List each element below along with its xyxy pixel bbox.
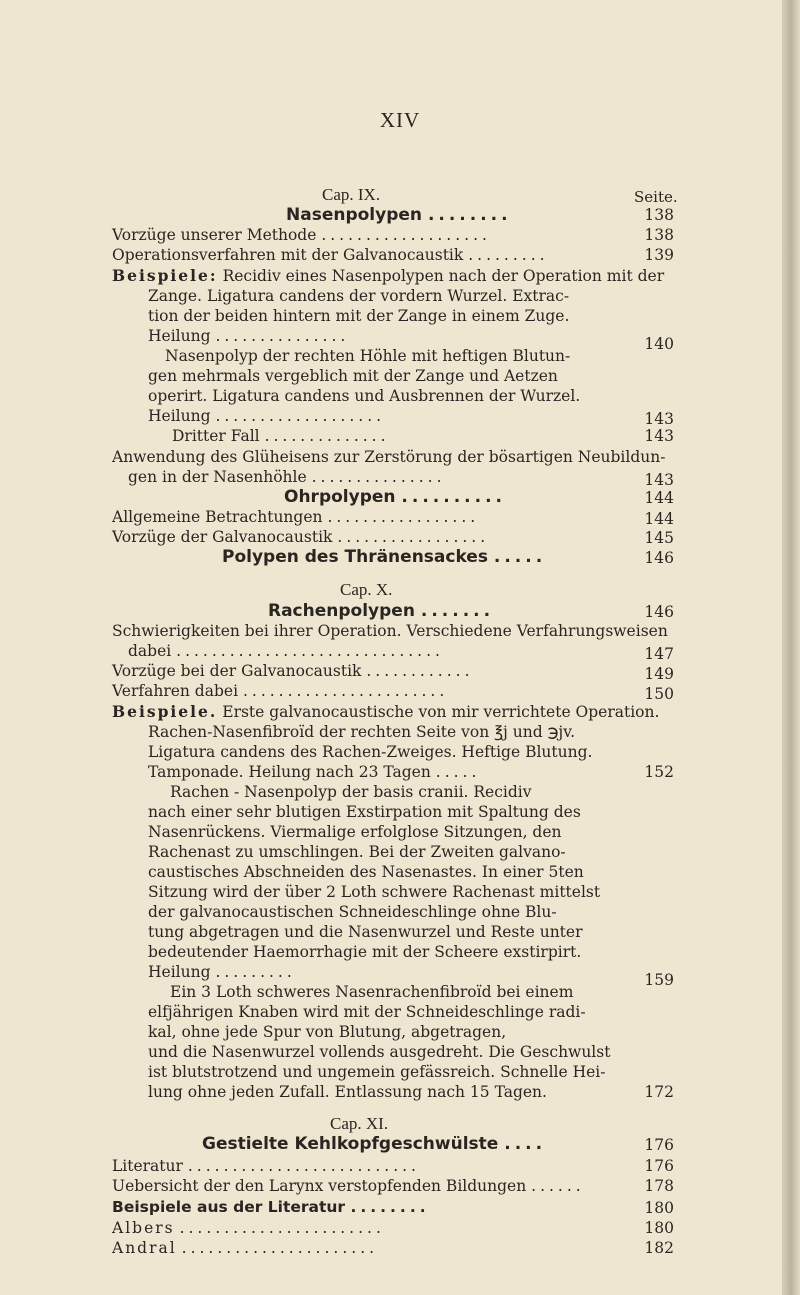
toc-entry: Beispiele aus der Literatur ........	[112, 1198, 430, 1216]
toc-entry: Ligatura candens des Rachen-Zweiges. Heftige Blutung.	[148, 743, 593, 761]
toc-entry: gen in der Nasenhöhle ...............	[128, 468, 446, 486]
toc-entry: Zange. Ligatura candens der vordern Wurzel. Extrac-	[148, 287, 570, 305]
toc-entry: Tamponade. Heilung nach 23 Tagen .....	[148, 763, 481, 781]
toc-entry: caustisches Abschneiden des Nasenastes. In einer 5ten	[148, 863, 584, 881]
page-edge	[782, 0, 800, 1295]
page-ref: 145	[644, 529, 674, 547]
toc-entry: Nasenrückens. Viermalige erfolglose Sitzungen, den	[148, 823, 562, 841]
page-ref: 150	[644, 685, 674, 703]
toc-entry: Beispiele. Erste galvanocaustische von mir verrichtete Operation.	[112, 702, 660, 721]
page-ref: 178	[644, 1177, 674, 1195]
section-title: Rachenpolypen .......	[268, 601, 495, 621]
seite-label: Seite.	[634, 188, 678, 206]
toc-entry: Rachen-Nasenfibroïd der rechten Seite von ℥j und ℈jv.	[148, 723, 576, 741]
page-ref: 152	[644, 763, 674, 781]
page-ref: 138	[644, 226, 674, 244]
page-ref: 182	[644, 1239, 674, 1257]
chapter-heading: Cap. XI.	[330, 1114, 389, 1133]
toc-entry: Vorzüge der Galvanocaustik .................	[112, 528, 490, 546]
page-ref: 143	[644, 427, 674, 445]
toc-entry: Vorzüge unserer Methode ...................	[112, 226, 491, 244]
toc-entry: Beispiele: Recidiv eines Nasenpolypen nach der Operation mit der	[112, 266, 665, 285]
chapter-heading: Cap. IX.	[322, 185, 381, 204]
toc-entry: Albers .......................	[112, 1219, 385, 1237]
page-ref: 138	[644, 206, 674, 224]
page-ref: 180	[644, 1199, 674, 1217]
toc-entry: und die Nasenwurzel vollends ausgedreht. Die Geschwulst	[148, 1043, 611, 1061]
page-ref: 149	[644, 665, 674, 683]
toc-entry: kal, ohne jede Spur von Blutung, abgetragen,	[148, 1023, 507, 1041]
page-ref: 172	[644, 1083, 674, 1101]
page-ref: 139	[644, 246, 674, 264]
toc-entry: Literatur ..........................	[112, 1157, 420, 1175]
toc-entry: Dritter Fall ..............	[172, 427, 390, 445]
section-title: Polypen des Thränensackes .....	[222, 547, 547, 567]
toc-entry: Verfahren dabei .......................	[112, 682, 449, 700]
toc-entry: Schwierigkeiten bei ihrer Operation. Verschiedene Verfahrungsweisen	[112, 622, 668, 640]
toc-entry: Rachenast zu umschlingen. Bei der Zweiten galvano-	[148, 843, 566, 861]
page-ref: 140	[644, 335, 674, 353]
toc-entry: Heilung ...............	[148, 327, 350, 345]
page-ref: 176	[644, 1136, 674, 1154]
toc-entry: lung ohne jeden Zufall. Entlassung nach 15 Tagen.	[148, 1083, 547, 1101]
toc-entry: tion der beiden hintern mit der Zange in einem Zuge.	[148, 307, 570, 325]
toc-entry: ist blutstrotzend und ungemein gefässreich. Schnelle Hei-	[148, 1063, 606, 1081]
toc-entry: Uebersicht der den Larynx verstopfenden Bildungen ......	[112, 1177, 585, 1195]
section-title: Ohrpolypen ..........	[284, 487, 507, 507]
page-ref: 146	[644, 549, 674, 567]
toc-entry: elfjährigen Knaben wird mit der Schneideschlinge radi-	[148, 1003, 586, 1021]
page-ref: 147	[644, 645, 674, 663]
page-ref: 143	[644, 471, 674, 489]
toc-entry: dabei ..............................	[128, 642, 444, 660]
page-ref: 144	[644, 489, 674, 507]
toc-entry: Nasenpolyp der rechten Höhle mit heftigen Blutun-	[165, 347, 571, 365]
toc-entry: Ein 3 Loth schweres Nasenrachenfibroïd bei einem	[170, 983, 574, 1001]
toc-entry: der galvanocaustischen Schneideschlinge ohne Blu-	[148, 903, 557, 921]
toc-entry: Operationsverfahren mit der Galvanocaustik .........	[112, 246, 549, 264]
toc-entry: Heilung ...................	[148, 407, 386, 425]
chapter-heading: Cap. X.	[340, 580, 393, 599]
page-number: XIV	[379, 108, 421, 132]
toc-entry: gen mehrmals vergeblich mit der Zange und Aetzen	[148, 367, 558, 385]
page-ref: 159	[644, 971, 674, 989]
toc-entry: operirt. Ligatura candens und Ausbrennen der Wurzel.	[148, 387, 581, 405]
toc-entry: Anwendung des Glüheisens zur Zerstörung der bösartigen Neubildun-	[112, 448, 666, 466]
toc-entry: Rachen - Nasenpolyp der basis cranii. Recidiv	[170, 783, 532, 801]
page-ref: 143	[644, 410, 674, 428]
page-ref: 180	[644, 1219, 674, 1237]
toc-entry: Heilung .........	[148, 963, 296, 981]
section-title: Nasenpolypen ........	[286, 205, 512, 225]
page-ref: 144	[644, 510, 674, 528]
toc-entry: Allgemeine Betrachtungen .................	[112, 508, 480, 526]
toc-entry: Sitzung wird der über 2 Loth schwere Rachenast mittelst	[148, 883, 601, 901]
section-title: Gestielte Kehlkopfgeschwülste ....	[202, 1134, 547, 1154]
page-ref: 146	[644, 603, 674, 621]
toc-entry: tung abgetragen und die Nasenwurzel und Reste unter	[148, 923, 583, 941]
toc-entry: Andral ......................	[112, 1239, 379, 1257]
toc-entry: Vorzüge bei der Galvanocaustik ............	[112, 662, 474, 680]
toc-entry: nach einer sehr blutigen Exstirpation mit Spaltung des	[148, 803, 581, 821]
page-ref: 176	[644, 1157, 674, 1175]
toc-entry: bedeutender Haemorrhagie mit der Scheere exstirpirt.	[148, 943, 582, 961]
